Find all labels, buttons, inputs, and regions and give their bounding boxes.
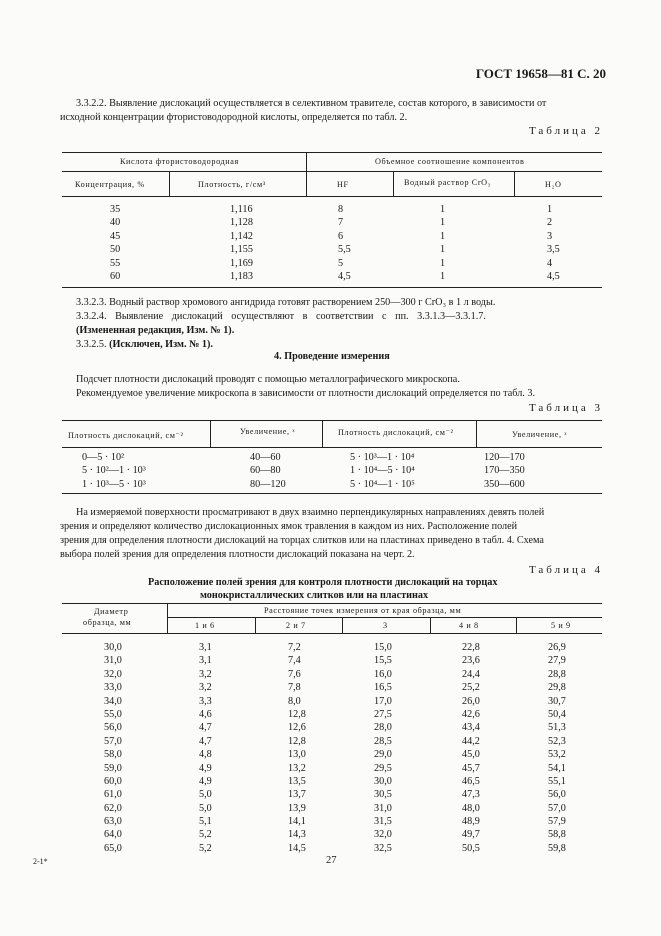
table4-col-4 bbox=[462, 641, 480, 855]
table4-cell: 45,7 bbox=[462, 762, 480, 774]
table4-header-col5: 5 и 9 bbox=[551, 621, 571, 630]
table4-header-col1: 1 и 6 bbox=[195, 621, 215, 630]
table4-cell: 55,1 bbox=[548, 775, 566, 787]
table4-header-col2: 2 и 7 bbox=[286, 621, 306, 630]
table4-cell: 14,3 bbox=[288, 829, 306, 841]
table4-cell: 4,7 bbox=[199, 722, 212, 734]
paragraph-3-3-2-2-line1: 3.3.2.2. Выявление дислокаций осуществляется в селективном травителе, состав которого, в зависимости от bbox=[76, 98, 547, 109]
table4-cell: 48,0 bbox=[462, 802, 480, 814]
table4-cell: 5,0 bbox=[199, 789, 212, 801]
table4-col-5 bbox=[548, 641, 566, 855]
table4-cell: 53,2 bbox=[548, 749, 566, 761]
table4-cell: 13,2 bbox=[288, 762, 306, 774]
table4-cell: 29,0 bbox=[374, 749, 392, 761]
table4-header-diam1: Диаметр bbox=[94, 607, 129, 616]
paragraph-3-3-2-3: 3.3.2.3. Водный раствор хромового ангидрида готовят растворением 250—300 г CrO₃ в 1 л воды. bbox=[76, 297, 496, 308]
table4-cell: 13,0 bbox=[288, 749, 306, 761]
table4-cell: 31,5 bbox=[374, 816, 392, 828]
table4-title-line1: Расположение полей зрения для контроля плотности дислокаций на торцах bbox=[148, 577, 498, 588]
table4-header-diam2: образца, мм bbox=[83, 618, 132, 627]
paragraph-fields-line3: зрения для определения плотности дислокаций на торцах слитков или на пластинах приведено в табл. 4. Схема bbox=[60, 535, 544, 546]
page-header: ГОСТ 19658—81 С. 20 bbox=[475, 66, 606, 81]
table3-col-density1: 0—5 · 10² 5 · 10²—1 · 10³ 1 · 10³—5 · 10³ bbox=[82, 452, 146, 490]
table4-cell: 17,0 bbox=[374, 695, 392, 707]
table4-cell: 57,0 bbox=[104, 735, 122, 747]
table4-cell: 44,2 bbox=[462, 735, 480, 747]
table3-col-mag2: 120—170 170—350 350—600 bbox=[484, 452, 525, 490]
table4-cell: 27,5 bbox=[374, 708, 392, 720]
table2-group-ratio: Объемное соотношение компонентов bbox=[375, 157, 525, 166]
table4-cell: 65,0 bbox=[104, 842, 122, 854]
table4-header-group: Расстояние точек измерения от края образца, мм bbox=[264, 606, 462, 615]
table4-cell: 28,8 bbox=[548, 668, 566, 680]
table4-cell: 4,9 bbox=[199, 775, 212, 787]
table3-col-mag1: 40—60 60—80 80—120 bbox=[250, 452, 286, 490]
table4-col-diam bbox=[104, 641, 122, 855]
table4-col-1 bbox=[199, 641, 212, 855]
table4-cell: 3,3 bbox=[199, 695, 212, 707]
table2-header-hf: HF bbox=[337, 180, 349, 189]
table2-header-dens: Плотность, г/см³ bbox=[198, 180, 266, 189]
table2-header-cro: Водный раствор CrO₃ bbox=[404, 178, 492, 187]
table4-cell: 29,5 bbox=[374, 762, 392, 774]
table3-header-density1: Плотность дислокаций, см⁻² bbox=[68, 431, 184, 440]
table4-cell: 32,5 bbox=[374, 842, 392, 854]
table2-col-conc: 35 40 45 50 55 60 bbox=[110, 204, 121, 282]
table4-cell: 28,0 bbox=[374, 722, 392, 734]
table4-cell: 13,5 bbox=[288, 775, 306, 787]
table4-cell: 57,9 bbox=[548, 816, 566, 828]
table4-col-3 bbox=[374, 641, 392, 855]
table4-header-col4: 4 и 8 bbox=[459, 621, 479, 630]
table4-cell: 7,8 bbox=[288, 682, 301, 694]
table4-cell: 7,4 bbox=[288, 655, 301, 667]
table4-cell: 5,2 bbox=[199, 829, 212, 841]
section-4-heading: 4. Проведение измерения bbox=[274, 351, 390, 362]
table4-cell: 31,0 bbox=[104, 655, 122, 667]
table4-cell: 14,5 bbox=[288, 842, 306, 854]
table4-cell: 4,9 bbox=[199, 762, 212, 774]
table4-cell: 33,0 bbox=[104, 682, 122, 694]
paragraph-count: Подсчет плотности дислокаций проводят с помощью металлографического микроскопа. bbox=[76, 374, 460, 385]
table4-cell: 4,6 bbox=[199, 708, 212, 720]
table4-cell: 50,5 bbox=[462, 842, 480, 854]
table4-cell: 7,2 bbox=[288, 642, 301, 653]
footer-mark: 2-1* bbox=[33, 857, 48, 866]
table4-cell: 50,4 bbox=[548, 708, 566, 720]
paragraph-fields-line2: зрения и определяют количество дислокационных ямок травления в каждом из них. Расположение полей bbox=[60, 521, 518, 532]
table4-cell: 7,6 bbox=[288, 668, 301, 680]
table4-cell: 52,3 bbox=[548, 735, 566, 747]
table4-caption: Таблица 4 bbox=[528, 564, 603, 576]
paragraph-fields-line4: выбора полей зрения для определения плотности дислокаций показана на черт. 2. bbox=[60, 549, 415, 560]
paragraph-fields-line1: На измеряемой поверхности просматривают в двух взаимно перпендикулярных направлениях девять полей bbox=[76, 507, 545, 518]
amendment-note: (Измененная редакция, Изм. № 1). bbox=[76, 325, 235, 336]
table4-cell: 61,0 bbox=[104, 789, 122, 801]
table4-cell: 5,2 bbox=[199, 842, 212, 854]
table2-col-hf: 8 7 6 5,5 5 4,5 bbox=[338, 204, 351, 282]
table4-cell: 15,0 bbox=[374, 642, 392, 653]
paragraph-3-3-2-5: 3.3.2.5. (Исключен, Изм. № 1). bbox=[76, 339, 213, 350]
table2-caption: Таблица 2 bbox=[528, 125, 603, 137]
table4-cell: 24,4 bbox=[462, 668, 480, 680]
paragraph-magnification: Рекомендуемое увеличение микроскопа в зависимости от плотности дислокаций определяется по табл. 3. bbox=[76, 388, 536, 399]
table4-cell: 55,0 bbox=[104, 708, 122, 720]
table4-cell: 3,2 bbox=[199, 668, 212, 680]
table4-cell: 48,9 bbox=[462, 816, 480, 828]
table4-cell: 49,7 bbox=[462, 829, 480, 841]
table4-cell: 62,0 bbox=[104, 802, 122, 814]
table4-cell: 51,3 bbox=[548, 722, 566, 734]
table4-cell: 54,1 bbox=[548, 762, 566, 774]
table4-cell: 12,6 bbox=[288, 722, 306, 734]
table4-cell: 34,0 bbox=[104, 695, 122, 707]
table2-header-h2o: H₂O bbox=[545, 180, 562, 189]
table4-cell: 27,9 bbox=[548, 655, 566, 667]
table4-cell: 26,0 bbox=[462, 695, 480, 707]
table4-cell: 59,0 bbox=[104, 762, 122, 774]
table2-header-conc: Концентрация, % bbox=[75, 180, 145, 189]
table2-group-acid: Кислота фтористоводородная bbox=[120, 157, 239, 166]
table4-cell: 29,8 bbox=[548, 682, 566, 694]
table4-cell: 16,0 bbox=[374, 668, 392, 680]
table4-cell: 28,5 bbox=[374, 735, 392, 747]
table3-header-mag1: Увеличение, ˣ bbox=[240, 427, 296, 436]
table4-cell: 46,5 bbox=[462, 775, 480, 787]
table4-cell: 57,0 bbox=[548, 802, 566, 814]
table4-cell: 32,0 bbox=[374, 829, 392, 841]
table4-cell: 47,3 bbox=[462, 789, 480, 801]
table4-cell: 13,7 bbox=[288, 789, 306, 801]
table4-cell: 59,8 bbox=[548, 842, 566, 854]
table4-cell: 26,9 bbox=[548, 642, 566, 653]
table4-cell: 64,0 bbox=[104, 829, 122, 841]
table3-header-mag2: Увеличение, ˣ bbox=[512, 430, 568, 439]
table4-col-2 bbox=[288, 641, 306, 855]
table4-cell: 32,0 bbox=[104, 668, 122, 680]
table4-cell: 12,8 bbox=[288, 708, 306, 720]
table2-col-dens: 1,116 1,128 1,142 1,155 1,169 1,183 bbox=[230, 204, 253, 282]
table3-header-density2: Плотность дислокаций, см⁻² bbox=[338, 428, 454, 437]
table4-cell: 45,0 bbox=[462, 749, 480, 761]
table4-cell: 43,4 bbox=[462, 722, 480, 734]
table4-cell: 5,0 bbox=[199, 802, 212, 814]
table4-cell: 30,7 bbox=[548, 695, 566, 707]
table4-cell: 4,8 bbox=[199, 749, 212, 761]
paragraph-3-3-2-4: 3.3.2.4. Выявление дислокаций осуществляют в соответствии с пп. 3.3.1.3—3.3.1.7. bbox=[76, 311, 486, 322]
table4-cell: 4,7 bbox=[199, 735, 212, 747]
table4-cell: 56,0 bbox=[548, 789, 566, 801]
table4-cell: 30,0 bbox=[104, 642, 122, 653]
table4-cell: 58,0 bbox=[104, 749, 122, 761]
table4-header-col3: 3 bbox=[383, 621, 388, 630]
table4-cell: 16,5 bbox=[374, 682, 392, 694]
table2-col-cro: 1 1 1 1 1 1 bbox=[440, 204, 446, 282]
table2-col-h2o: 1 2 3 3,5 4 4,5 bbox=[547, 204, 560, 282]
page-number: 27 bbox=[326, 855, 337, 866]
table4-title-line2: монокристаллических слитков или на пластинах bbox=[200, 590, 429, 601]
table4-cell: 15,5 bbox=[374, 655, 392, 667]
table3-caption: Таблица 3 bbox=[528, 402, 603, 414]
table4-cell: 56,0 bbox=[104, 722, 122, 734]
table4-cell: 23,6 bbox=[462, 655, 480, 667]
table4-cell: 63,0 bbox=[104, 816, 122, 828]
table4-cell: 14,1 bbox=[288, 816, 306, 828]
table4-cell: 60,0 bbox=[104, 775, 122, 787]
paragraph-3-3-2-2-line2: исходной концентрации фтористоводородной кислоты, определяется по табл. 2. bbox=[60, 112, 408, 123]
table4-cell: 25,2 bbox=[462, 682, 480, 694]
table4-cell: 42,6 bbox=[462, 708, 480, 720]
table4-cell: 12,8 bbox=[288, 735, 306, 747]
table4-cell: 3,2 bbox=[199, 682, 212, 694]
table4-cell: 8,0 bbox=[288, 695, 301, 707]
table4-cell: 3,1 bbox=[199, 655, 212, 667]
table4-cell: 30,0 bbox=[374, 775, 392, 787]
table4-cell: 13,9 bbox=[288, 802, 306, 814]
table4-cell: 31,0 bbox=[374, 802, 392, 814]
table4-cell: 22,8 bbox=[462, 642, 480, 653]
table4-cell: 5,1 bbox=[199, 816, 212, 828]
table4-cell: 30,5 bbox=[374, 789, 392, 801]
table4-cell: 58,8 bbox=[548, 829, 566, 841]
table4-cell: 3,1 bbox=[199, 642, 212, 653]
table3-col-density2: 5 · 10³—1 · 10⁴ 1 · 10⁴—5 · 10⁴ 5 · 10⁴—1 · 10⁵ bbox=[350, 452, 415, 490]
